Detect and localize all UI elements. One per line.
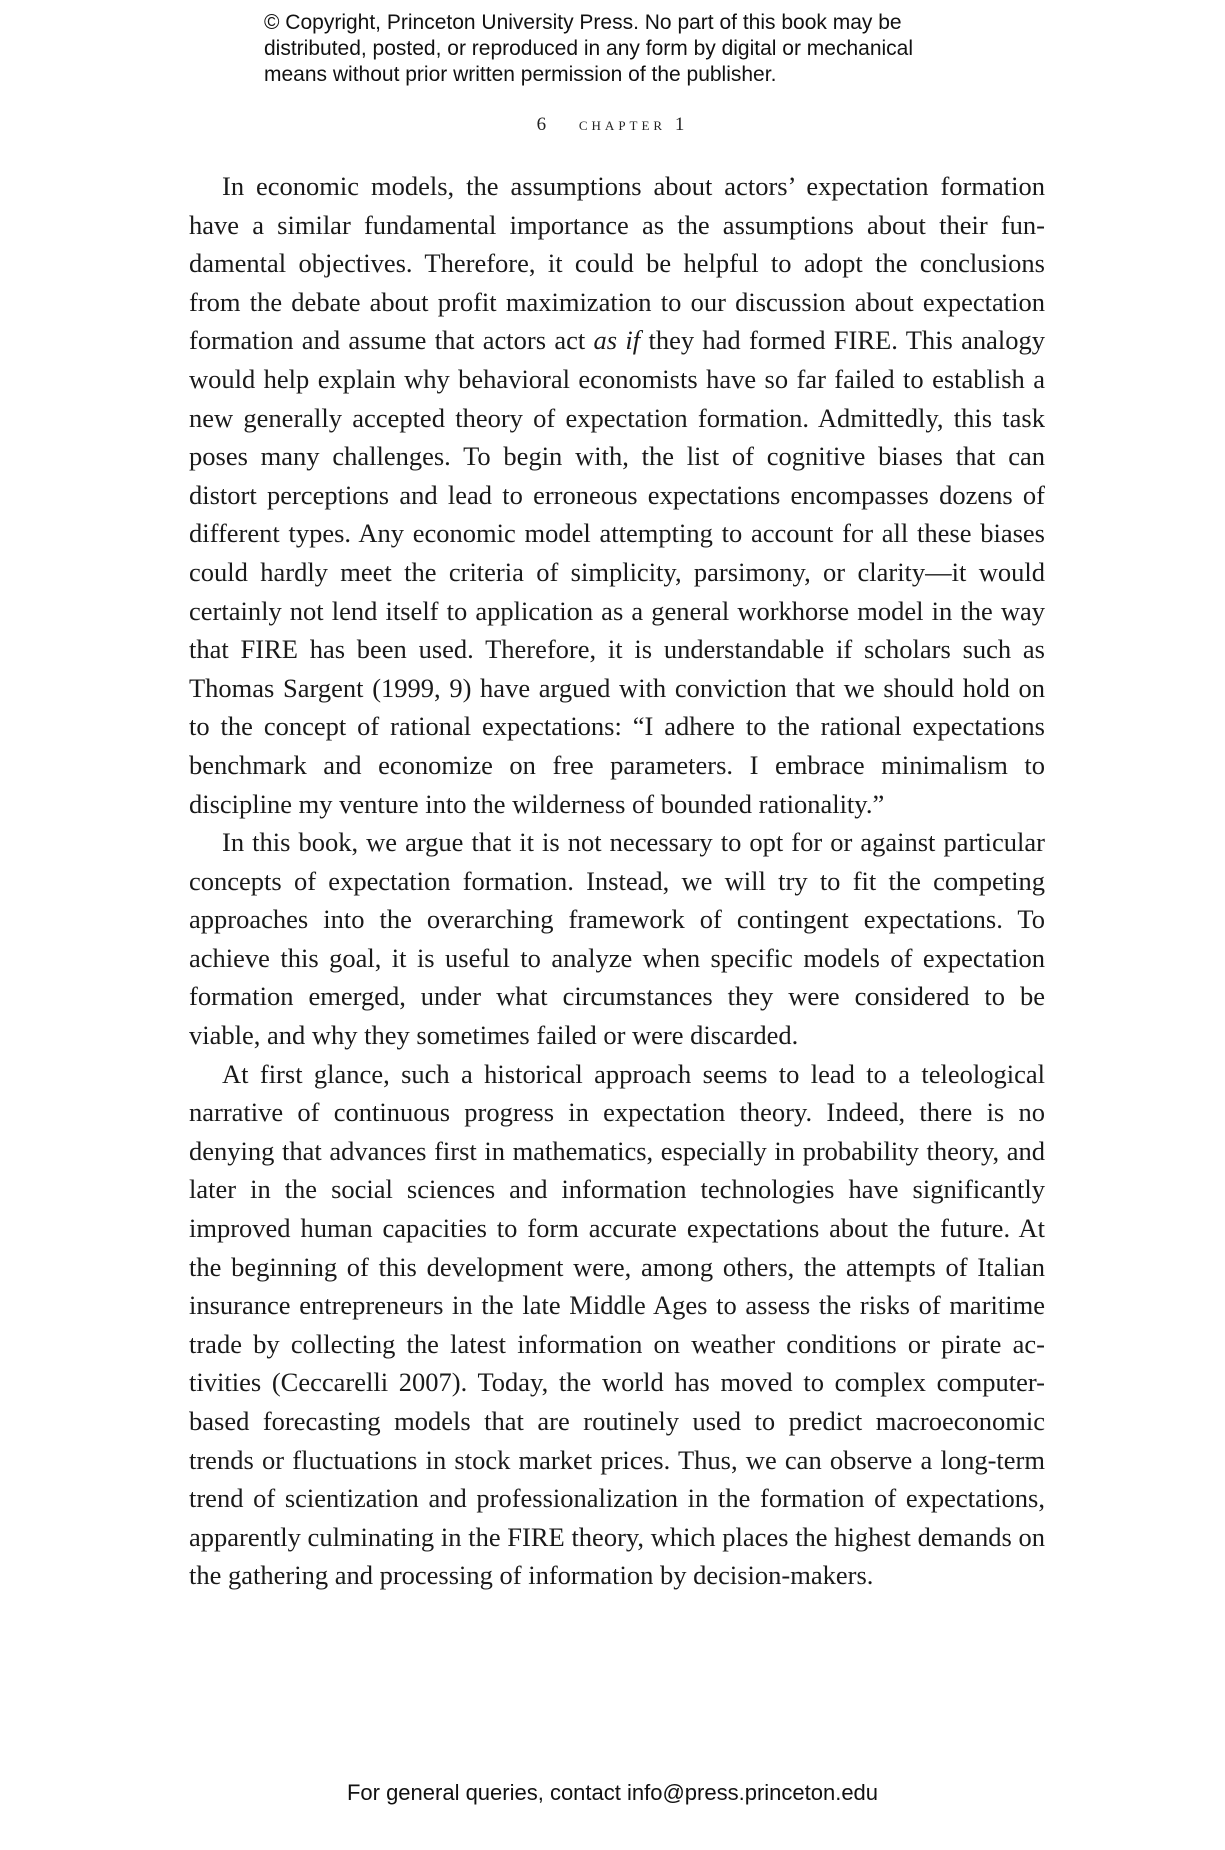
italic-phrase: as if [593, 325, 641, 356]
copyright-line: distributed, posted, or reproduced in any form by digital or mechanical [264, 37, 914, 60]
paragraph: In this book, we argue that it is not necessary to opt for or against particular concepts of expectation formation. Instead, we will try to fit the competing approaches into the overarching framework of contingent expectations. To achieve this goal, it is useful to analyze when specific models of expectation formation emerged, under what circumstances they were considered to be viable, and why they sometimes failed or were discarded. [189, 827, 1045, 1051]
copyright-line: © Copyright, Princeton University Press. No part of this book may be [264, 11, 902, 34]
copyright-line: means without prior written permission of the publisher. [264, 63, 777, 86]
paragraph-text: In economic models, the assumptions about actors’ expectation formation have a similar fundamental importance as the assumptions about their fundamental objectives. Therefore, it could be helpful to adopt the conclusions from the debate about profit maximization to our discussion about expectation formation and assume that actors act [189, 171, 1045, 356]
chapter-label: chapter 1 [578, 114, 689, 135]
page-number: 6 [536, 114, 550, 135]
running-head [0, 114, 1225, 136]
body-text [189, 167, 1045, 1595]
paragraph: At first glance, such a historical approach seems to lead to a teleological narrative of continuous progress in expectation theory. Indeed, there is no denying that advances first in mathematics, especially in probability theory, and later in the social sciences and information technologies have significantly improved human capacities to form accurate expectations about the future. At the beginning of this development were, among others, the attempts of Italian insurance entrepreneurs in the late Middle Ages to assess the risks of maritime trade by collecting the latest information on weather conditions or pirate activities (Ceccarelli 2007). Today, the world has moved to complex computer-based forecasting models that are routinely used to predict macroeconomic trends or fluctuations in stock market prices. Thus, we can observe a long-term trend of scientization and professionalization in the formation of expectations, apparently culminating in the FIRE theory, which places the highest demands on the gathering and processing of information by decision-makers. [189, 1058, 1045, 1591]
footer-contact: For general queries, contact info@press.princeton.edu [346, 1780, 879, 1805]
paragraph [189, 167, 1045, 823]
copyright-notice [264, 10, 984, 88]
paragraph-text: they had formed FIRE. This analogy would help explain why behavioral economists have so far failed to establish a new generally accepted theory of expectation formation. Admittedly, this task poses many challenges. To begin with, the list of cognitive biases that can distort perceptions and lead to erroneous expectations encompasses dozens of different types. Any economic model attempting to account for all these biases could hardly meet the criteria of simplicity, parsimony, or clarity—it would certainly not lend itself to application as a general workhorse model in the way that FIRE has been used. Therefore, it is understandable if scholars such as Thomas Sargent (1999, 9) have argued with conviction that we should hold on to the concept of rational expectations: “I adhere to the rational expectations benchmark and economize on free parameters. I embrace minimalism to discipline my venture into the wilderness of bounded rationality.” [189, 325, 1046, 819]
